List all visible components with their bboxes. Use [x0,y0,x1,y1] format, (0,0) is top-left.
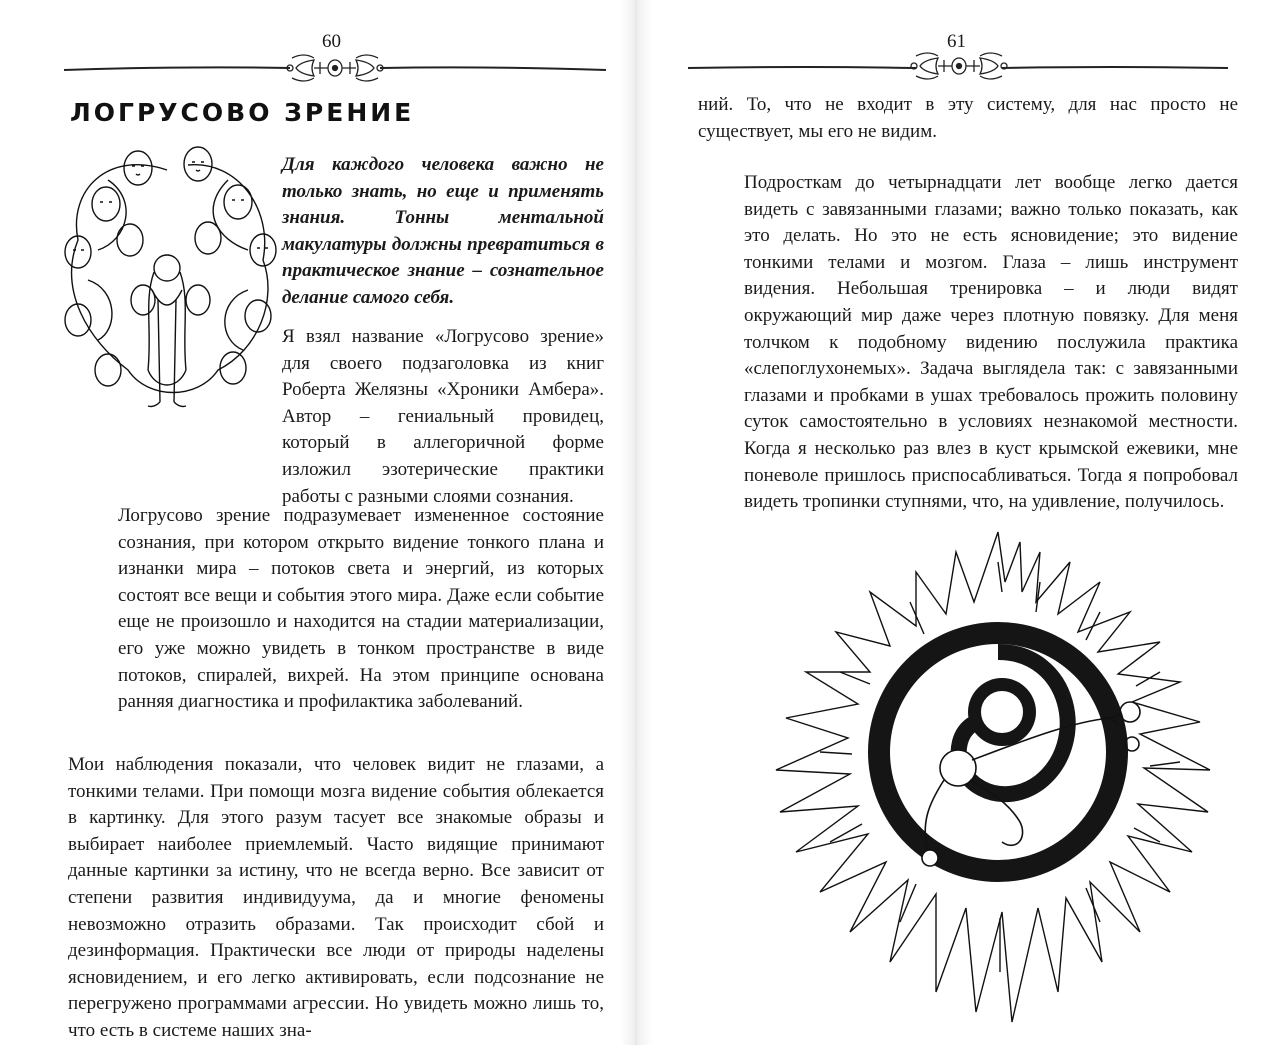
quote-paragraph-right: Подросткам до четырнадцати лет вообще легко дается видеть с завязанными глазами; важно только показать, как это делать. Но это не есть ясновидение; это видение тонкими телами и мозгом. Глаза – лишь инструмент видения. Небольшая тренировка – и люди видят окружающий мир даже через плотную повязку. Для меня толчком к подобному видению послужила практика «слепоглухонемых». Задача выглядела так: с завязанными глазами и пробками в ушах требовалось прожить половину суток самостоятельно в условиях незнакомой местности. Когда я несколько раз влез в куст крымской ежевики, мне поневоле пришлось приспосабливаться. Тогда я попробовал видеть тропинки ступнями, что, на удивление, получилось. [744,172,1238,513]
quote-paragraph-left: Логрусово зрение подразумевает измененное состояние сознания, при котором открыто видение тонкого плана и изнанки мира – потоков света и энергий, из которых состоят все вещи и события этого мира. Даже если событие еще не произошло и находится на стадии материализации, его уже можно увидеть в тонком пространстве в виде потоков, спиралей, вихрей. На этом принципе основана ранняя диагностика и профилактика заболеваний. [118,505,604,713]
right-page [636,0,1272,1045]
header-ornament-right [688,44,1228,84]
intro-paragraph: Для каждого человека важно не только знать, но еще и применять знания. Тонны ментальной макулатуры должны превратиться в практическое знание – сознательное делание самого себя. [282,154,604,308]
paragraph-observations: Мои наблюдения показали, что человек видит не глазами, а тонкими телами. При помощи мозга видение события облекается в картинку. Для этого разум тасует все знакомые образы и выбирает наиболее приемлемый. Часто видящие принимают данные картинки за истину, что не всегда верно. Все зависит от степени развития индивидуума, да и многие феномены невозможно отразить образами. Так происходит сбой и дезинформация. Практически все люди от природы наделены ясновидением, и его легко активировать, если подсознание не перегружено программами агрессии. Но увидеть можно лишь то, что есть в системе наших зна- [68,754,604,1041]
faces-circle-illustration [48,140,286,420]
page-number-left: 60 [322,31,341,52]
paragraph-continuation: ний. То, что не входит в эту систему, для нас просто не существует, мы его не видим. [698,94,1238,142]
vajra-ornament-icon [911,53,1007,79]
spiral-figure-illustration [740,522,1256,1034]
page-number-right: 61 [947,31,966,52]
header-ornament-left [64,44,606,84]
paragraph-title-origin: Я взял название «Логрусово зрение» для своего подзаголовка из книг Роберта Желязны «Хроники Амбера». Автор – гениальный провидец, который в аллегоричной форме изложил эзотерические практики работы с разными слоями сознания. [282,326,604,507]
vajra-ornament-icon [287,55,383,81]
chapter-heading: ЛОГРУСОВО ЗРЕНИЕ [70,98,415,127]
